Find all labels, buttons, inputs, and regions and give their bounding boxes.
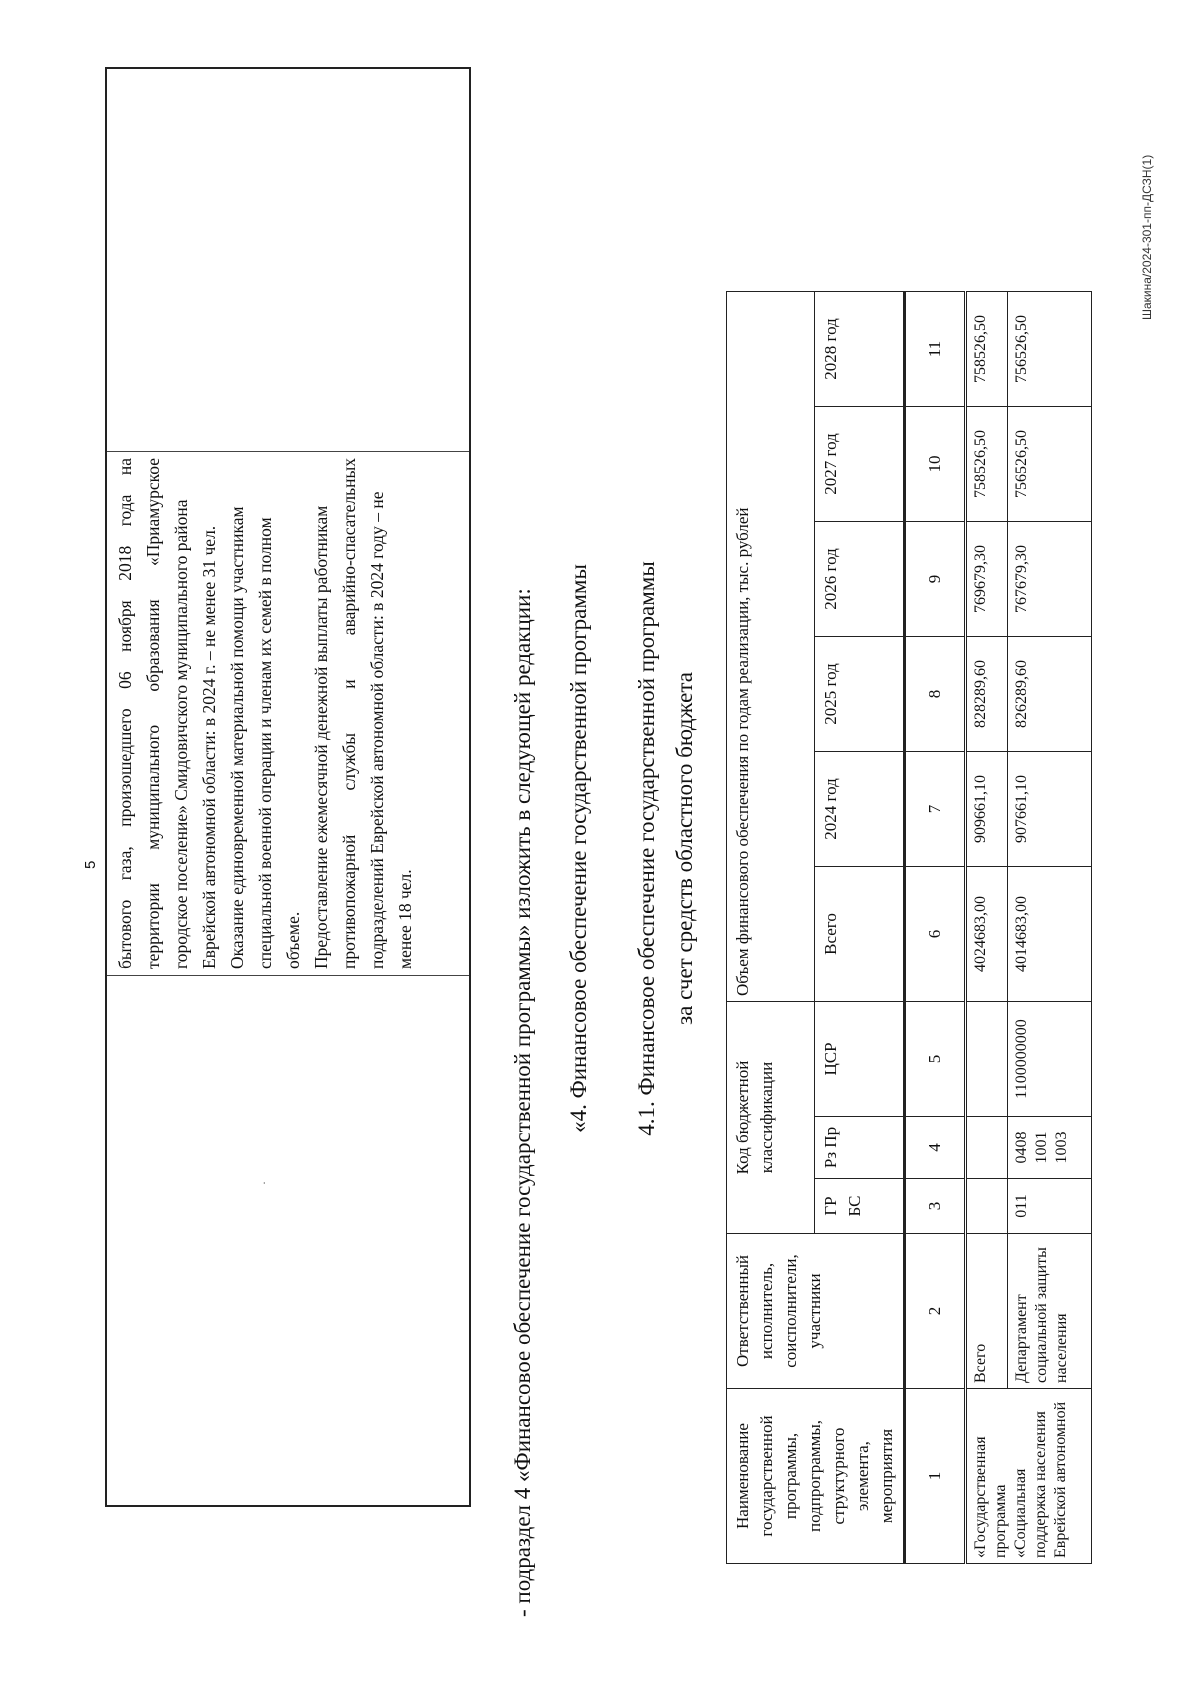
text-line: Предоставление ежемесячной денежной выплаты работникам xyxy=(311,505,331,969)
scan-speck: · xyxy=(257,1181,271,1185)
text-line: Еврейской автономной области: в 2024 г. – не менее 31 чел. xyxy=(199,525,219,969)
text-line: объеме. xyxy=(283,911,303,969)
row-total: 4024683,00 xyxy=(966,867,1008,1002)
header-funding: Объем финансового обеспечения по годам реализации, тыс. рублей xyxy=(727,292,815,1002)
text-line: специальной военной операции и членам их семей в полном xyxy=(255,517,275,969)
text-line: подразделений Еврейской автономной области: в 2024 году – не xyxy=(367,491,387,969)
finance-table xyxy=(726,291,1092,1564)
header-name: Наименование государственной программы, подпрограммы, структурного элемента, мероприятия xyxy=(727,1389,905,1564)
text-line: бытового газа, произошедшего 06 ноября 2018 года на xyxy=(115,458,135,969)
row-csr xyxy=(966,1002,1008,1117)
row-2027: 756526,50 xyxy=(1008,407,1092,522)
column-number: 4 xyxy=(905,1117,966,1179)
row-csr: 1100000000 xyxy=(1008,1002,1092,1117)
amendment-intro: - подраздел 4 «Финансовое обеспечение государственной программы» изложить в следующей редакции: xyxy=(510,588,535,1617)
text-line: противопожарной службы и аварийно-спасательных xyxy=(339,458,359,969)
column-number: 2 xyxy=(905,1234,966,1389)
row-responsible: Всего xyxy=(966,1234,1008,1389)
header-responsible: Ответственный исполнитель, соисполнители, участники xyxy=(727,1234,905,1389)
subsection-subtitle: за счет средств областного бюджета xyxy=(672,672,697,1025)
row-2025: 828289,60 xyxy=(966,637,1008,752)
text-line: менее 18 чел. xyxy=(395,869,415,969)
column-number: 9 xyxy=(905,522,966,637)
header-year-2024: 2024 год xyxy=(815,752,905,867)
header-total: Всего xyxy=(815,867,905,1002)
text-line: территории муниципального образования «Приамурское xyxy=(143,458,163,969)
column-number: 10 xyxy=(905,407,966,522)
column-number: 7 xyxy=(905,752,966,867)
row-2025: 826289,60 xyxy=(1008,637,1092,752)
document-code: Шакина/2024-301-пп-ДСЗН(1) xyxy=(1140,154,1154,320)
header-csr: ЦСР xyxy=(815,1002,905,1117)
row-2024: 907661,10 xyxy=(1008,752,1092,867)
row-2024: 909661,10 xyxy=(966,752,1008,867)
continuation-empty-cell xyxy=(107,975,469,1505)
column-number: 1 xyxy=(905,1389,966,1564)
row-responsible: Департамент социальной защиты населения xyxy=(1008,1234,1092,1389)
page-number: 5 xyxy=(82,860,99,869)
column-number: 6 xyxy=(905,867,966,1002)
row-rzpr: 0408 1001 1003 xyxy=(1008,1117,1092,1179)
column-number: 11 xyxy=(905,292,966,407)
header-year-2026: 2026 год xyxy=(815,522,905,637)
row-grbs xyxy=(966,1179,1008,1234)
header-year-2025: 2025 год xyxy=(815,637,905,752)
text-line: городское поселение» Смидовичского муниципального района xyxy=(171,499,191,969)
header-rzpr: Рз Пр xyxy=(815,1117,905,1179)
header-budget-code: Код бюджетной классификации xyxy=(727,1002,815,1234)
row-total: 4014683,00 xyxy=(1008,867,1092,1002)
subsection-title: 4.1. Финансовое обеспечение государственной программы xyxy=(634,561,659,1136)
program-name-cell: «Государственная программа «Социальная поддержка населения Еврейской автономной xyxy=(966,1389,1092,1564)
row-2026: 767679,30 xyxy=(1008,522,1092,637)
row-rzpr xyxy=(966,1117,1008,1179)
continuation-text-cell xyxy=(107,451,469,975)
row-2028: 756526,50 xyxy=(1008,292,1092,407)
row-2027: 758526,50 xyxy=(966,407,1008,522)
header-year-2028: 2028 год xyxy=(815,292,905,407)
section-title: «4. Финансовое обеспечение государственной программы xyxy=(566,564,591,1133)
continuation-table xyxy=(105,67,471,1507)
header-year-2027: 2027 год xyxy=(815,407,905,522)
text-line: Оказание единовременной материальной помощи участникам xyxy=(227,506,247,969)
header-grbs: ГР БС xyxy=(815,1179,905,1234)
column-number: 3 xyxy=(905,1179,966,1234)
column-number: 8 xyxy=(905,637,966,752)
row-2028: 758526,50 xyxy=(966,292,1008,407)
row-grbs: 011 xyxy=(1008,1179,1092,1234)
row-2026: 769679,30 xyxy=(966,522,1008,637)
column-number: 5 xyxy=(905,1002,966,1117)
